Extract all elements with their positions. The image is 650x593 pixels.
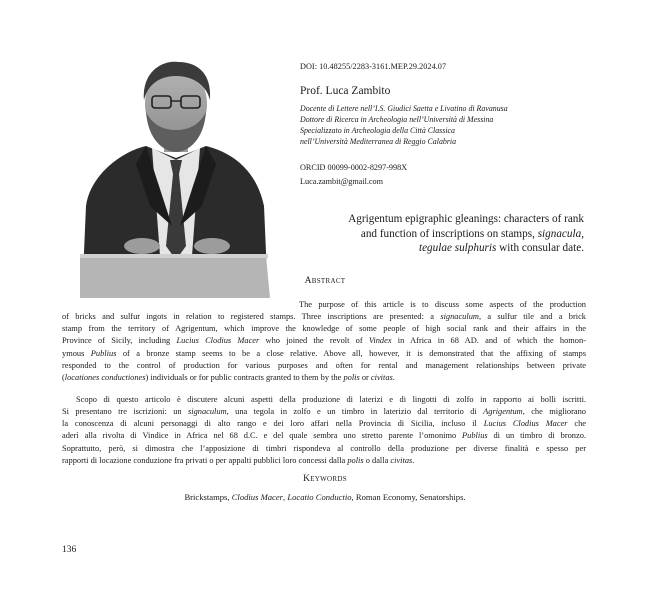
italic-term: Locatio Conductio — [287, 492, 352, 502]
text-line — [62, 360, 586, 372]
text-run: of bricks and sulfur ingots in relation to registered stamps. Three inscriptions are presented: a — [62, 312, 441, 322]
italic-term: Clodius Macer — [231, 492, 284, 502]
italic-term: Publius — [90, 348, 117, 358]
text-run: ( — [62, 372, 65, 382]
text-run: rapporti di locazione conduzione fra privati o per appalti pubblici loro concessi dalla — [62, 455, 348, 465]
italic-term: Publius — [462, 431, 488, 441]
title-line: with consular date. — [496, 242, 584, 254]
italic-term: Lucius Clodius Macer — [176, 336, 260, 346]
affiliation-line: Docente di Lettere nell’I.S. Giudici Saetta e Livatino di Ravanusa — [300, 104, 508, 113]
italic-term: signaculum — [440, 312, 479, 322]
text-run: o dalla — [363, 455, 391, 465]
affiliation-line: Specializzato in Archeologia della Città Classica — [300, 126, 455, 135]
affiliation-line: nell’Università Mediterranea di Reggio Calabria — [300, 137, 457, 146]
italic-term: civitas — [370, 372, 393, 382]
text-run: of a bronze stamp seems to be a close relative. Above all, however, it is demonstrated that the affixing of stamps — [116, 348, 586, 358]
italic-term: Lucius Clodius Macer — [483, 419, 568, 429]
title-emphasis: signacula — [537, 227, 582, 240]
text-line — [62, 418, 586, 430]
text-run: who joined the revolt of — [259, 336, 369, 346]
text-run: ymous — [62, 348, 91, 358]
text-line — [62, 406, 586, 418]
text-line — [62, 335, 586, 347]
italic-term: civitas — [390, 455, 413, 465]
text-run: in Africa in 68 AD. and of which the homon- — [391, 336, 586, 346]
text-run: la conoscenza di alcuni personaggi di alto rango e dei loro affari nella Provincia di Sicilia, incluso il — [62, 419, 484, 429]
italic-term: polis — [347, 455, 364, 465]
title-line: , — [581, 227, 584, 240]
title-line: Agrigentum epigraphic gleanings: characters of rank — [348, 213, 584, 225]
text-run: stamp from the territory of Agrigentum, which improve the knowledge of some people of high social rank and their affairs in the — [62, 324, 586, 334]
text-run: che — [567, 419, 586, 429]
italic-term: Vindex — [368, 336, 392, 346]
text-line — [62, 455, 586, 467]
text-run: . — [392, 372, 395, 382]
text-line — [62, 430, 586, 442]
text-line — [62, 348, 586, 360]
text-run: The purpose of this article is to discuss some aspects of the production — [299, 300, 586, 309]
text-line — [62, 372, 586, 384]
text-line — [62, 443, 586, 455]
author-affiliations — [300, 103, 508, 147]
italic-term: locationes conductiones — [64, 372, 146, 382]
title-emphasis: tegulae sulphuris — [418, 242, 497, 254]
author-portrait — [80, 56, 270, 298]
author-name: Prof. Luca Zambito — [300, 85, 391, 97]
text-run: Soprattutto, però, si dimostra che l’apposizione di timbri rispondeva al controllo della produzione per diverse finalità e spesso per — [62, 443, 586, 453]
text-run: , che migliorano — [522, 407, 586, 417]
keywords-list — [0, 492, 650, 502]
text-run: Province of Sicily, including — [62, 336, 177, 346]
author-email: Luca.zambit@gmail.com — [300, 177, 384, 186]
text-run: Brickstamps, — [184, 492, 232, 502]
page-number: 136 — [62, 545, 77, 555]
text-line — [299, 299, 586, 311]
affiliation-line: Dottore di Ricerca in Archeologia nell’Università di Messina — [300, 115, 494, 124]
italic-term: Agrigentum — [483, 407, 523, 417]
doi-line: DOI: 10.48255/2283-3161.MEP.29.2024.07 — [300, 62, 447, 71]
text-run: aderì alla rivolta di Vindice in Africa nel 68 d.C. e del quale sembra uno stretto parente l’omonimo — [62, 431, 463, 441]
text-run: di un timbro di bronzo. — [487, 431, 586, 441]
text-run: . — [412, 455, 415, 465]
text-run: , Roman Economy, Senatorships. — [351, 492, 466, 502]
text-run: Scopo di questo articolo è discutere alcuni aspetti della produzione di laterizi e di lingotti di zolfo in rapporto ai bolli iscritti. — [76, 395, 586, 404]
text-run: responded to the control of production for various purposes and often for rental and management relationships between private — [62, 360, 586, 370]
text-run: ) individuals or for public contracts granted to them by the — [145, 372, 344, 382]
abstract-italian — [62, 394, 586, 467]
title-line: and function of inscriptions on stamps, — [360, 227, 538, 240]
text-run: , una tegola in zolfo e un timbro in laterizio dal territorio di — [226, 407, 484, 417]
article-title — [284, 212, 584, 256]
text-line — [62, 323, 586, 335]
text-line — [62, 394, 586, 406]
italic-term: signaculum — [188, 407, 227, 417]
text-run: or — [359, 372, 371, 382]
text-line — [62, 311, 586, 323]
abstract-english — [62, 299, 586, 384]
text-run: , a sulfur tile and a brick — [478, 312, 586, 322]
abstract-heading: Abstract — [304, 276, 346, 286]
text-run: Si presentano tre iscrizioni: un — [62, 407, 188, 417]
keywords-heading: Keywords — [303, 474, 347, 484]
orcid-id: ORCID 00099-0002-8297-998X — [300, 163, 408, 172]
text-run: , — [283, 492, 288, 502]
italic-term: polis — [343, 372, 360, 382]
